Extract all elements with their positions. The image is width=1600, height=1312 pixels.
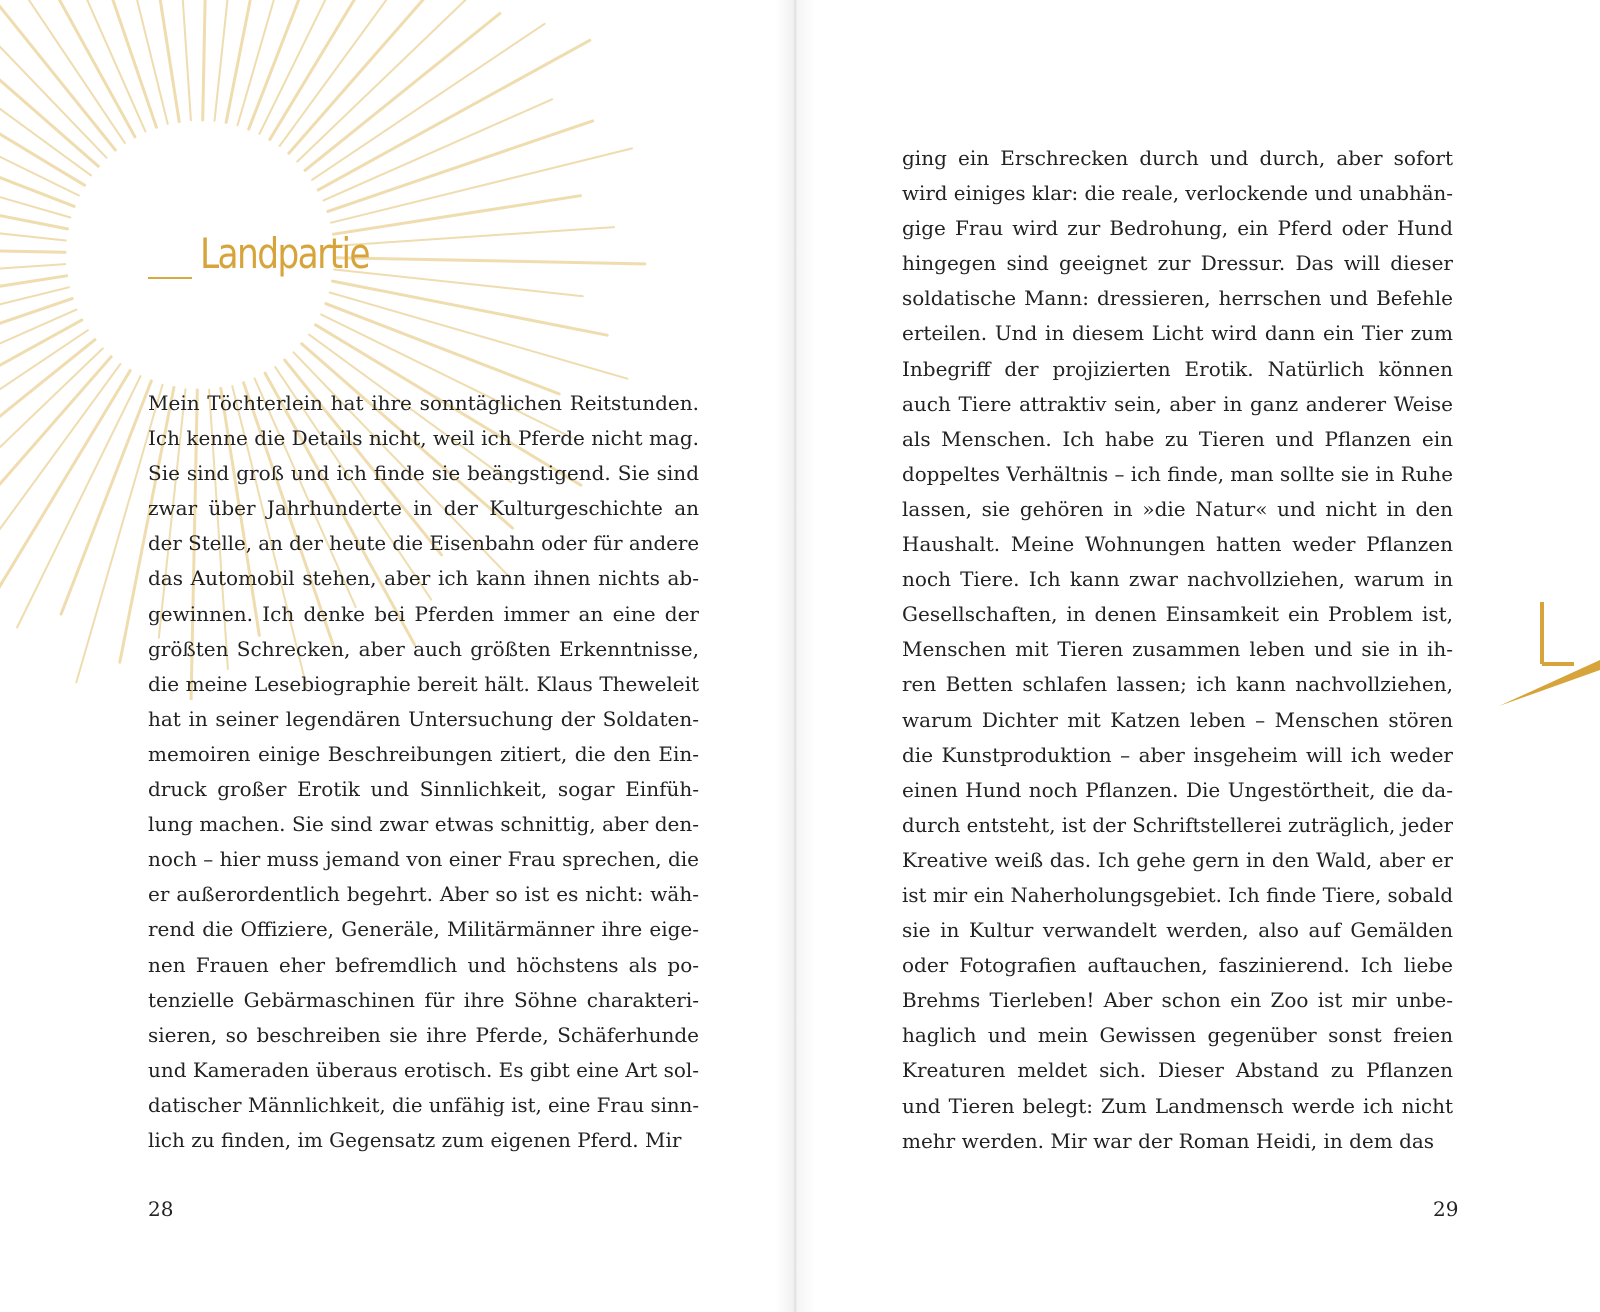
sunburst-ray [0,349,103,564]
sunburst-ray [330,293,628,379]
sunburst-ray [238,0,324,125]
text-line: lung machen. Sie sind zwar etwas schnittig, aber den- [148,812,699,837]
text-line: ging ein Erschrecken durch und durch, aber sofort [902,146,1453,170]
text-line: die Kunstproduktion – aber insgeheim will ich weder [902,742,1453,767]
left-page [0,0,795,1312]
text-line: noch – hier muss jemand von einer Frau sprechen, die [148,847,699,872]
text-line: und Kameraden überaus erotisch. Es gibt eine Art sol- [148,1057,699,1082]
text-line: das Automobil stehen, aber ich kann ihnen nichts ab- [148,566,699,591]
right-page [795,0,1600,1312]
sunburst-ray [335,227,614,246]
text-line: Sie sind groß und ich finde sie beängstigend. Sie sind [148,461,699,486]
text-line: soldatische Mann: dressieren, herrschen und Befehle [902,286,1453,311]
sunburst-ray [226,0,280,123]
text-line: hingegen sind geeignet zur Dressur. Das will dieser [902,251,1453,276]
sunburst-ray [305,14,500,171]
text-line: wird einiges klar: die reale, verlockende und unabhän- [902,181,1453,206]
text-line: gige Frau wird zur Bedrohung, ein Pferd oder Hund [902,216,1453,241]
text-line: druck großer Erotik und Sinnlichkeit, sogar Einfüh- [148,777,699,802]
page-number-left: 28 [148,1197,174,1221]
text-line: Haushalt. Meine Wohnungen hatten weder Pflanzen [902,532,1453,557]
text-line: einen Hund noch Pflanzen. Die Ungestörtheit, die da- [902,777,1453,802]
text-line: sie in Kultur verwandelt werden, also auf Gemälden [902,918,1453,943]
text-line: Gesellschaften, in denen Einsamkeit ein Problem ist, [902,602,1453,627]
text-line: lassen, sie gehören in »die Natur« und nicht in den [902,496,1453,521]
sunburst-ray [0,0,107,158]
sunburst-ray [328,121,593,211]
text-line: lich zu finden, im Gegensatz zum eigenen Pferd. Mir [148,1127,682,1152]
left-body-text [148,386,699,1158]
text-line: er außerordentlich begehrt. Aber so ist es nicht: wäh- [148,882,699,907]
text-line: haglich und mein Gewissen gegenüber sonst freien [902,1023,1453,1048]
text-line: oder Fotografien auftauchen, faszinierend. Ich liebe [902,953,1453,978]
text-line: durch entsteht, ist der Schriftstellerei zuträglich, jeder [902,812,1453,837]
text-line: Kreaturen meldet sich. Dieser Abstand zu Pflanzen [902,1058,1453,1083]
chapter-rule [148,277,192,279]
text-line: gewinnen. Ich denke bei Pferden immer an eine der [148,601,699,626]
sunburst-ray [312,24,544,180]
text-line: größten Schrecken, aber auch größten Erkenntnisse, [148,636,699,661]
text-line: sieren, so beschreiben sie ihre Pferde, Schäferhunde [148,1022,699,1047]
text-line: Mein Töchterlein hat ihre sonntäglichen Reitstunden. [148,391,699,415]
sunburst-ray [0,357,111,568]
text-line: Brehms Tierleben! Aber schon ein Zoo ist mir unbe- [902,988,1453,1013]
text-line: Kreative weiß das. Ich gehe gern in den Wald, aber er [902,847,1453,872]
text-line: Menschen mit Tieren zusammen leben und sie in ih- [902,637,1453,662]
sunburst-ray [333,196,580,235]
text-line: nen Frauen eher befremdlich und höchstens als po- [148,952,699,977]
text-line: als Menschen. Ich habe zu Tieren und Pflanzen ein [902,426,1453,451]
text-line: die meine Lesebiographie bereit hält. Klaus Theweleit [148,671,699,696]
text-line: mehr werden. Mir war der Roman Heidi, in dem das [902,1128,1435,1153]
text-line: zwar über Jahrhunderte in der Kulturgeschichte an [148,496,699,521]
text-line: ist mir ein Naherholungsgebiet. Ich finde Tiere, sobald [902,882,1453,907]
text-line: der Stelle, an der heute die Eisenbahn oder für andere [148,531,699,556]
text-line: doppeltes Verhältnis – ich finde, man sollte sie in Ruhe [902,461,1453,486]
sunburst-ray [203,0,209,120]
sunburst-ray [289,0,473,153]
sunburst-ray [335,258,645,264]
text-line: noch Tiere. Ich kann zwar nachvollziehen, warum in [902,567,1453,592]
text-line: auch Tiere attraktiv sein, aber in ganz anderer Weise [902,391,1453,416]
sunburst-ray [0,276,67,315]
text-line: Inbegriff der projizierten Erotik. Natürlich können [902,356,1453,381]
text-line: datischer Männlichkeit, die unfähig ist, eine Frau sinn- [148,1092,699,1117]
page-number-right: 29 [1433,1197,1459,1221]
text-line: ren Betten schlafen lassen; ich kann nachvollziehen, [902,672,1453,697]
text-line: Ich kenne die Details nicht, weil ich Pferde nicht mag. [148,426,699,451]
text-line: rend die Offiziere, Generäle, Militärmänner ihre eige- [148,917,699,942]
text-line: warum Dichter mit Katzen leben – Menschen stören [902,707,1453,732]
margin-mark-ornament [795,0,1600,1312]
text-line: hat in seiner legendären Untersuchung der Soldaten- [148,706,699,731]
sunburst-ray [0,246,65,252]
sunburst-ray [141,0,180,122]
chapter-title: Landpartie [200,229,369,278]
text-line: memoiren einige Beschreibungen zitiert, die den Ein- [148,741,699,766]
sunburst-ray [334,270,583,297]
text-line: und Tieren belegt: Zum Landmensch werde ich nicht [902,1093,1453,1118]
sunburst-ray [93,0,167,124]
text-line: tenzielle Gebärmaschinen für ihre Söhne charakteri- [148,987,699,1012]
text-line: erteilen. Und in diesem Licht wird dann ein Tier zum [902,321,1453,346]
sunburst-ray [333,281,608,335]
